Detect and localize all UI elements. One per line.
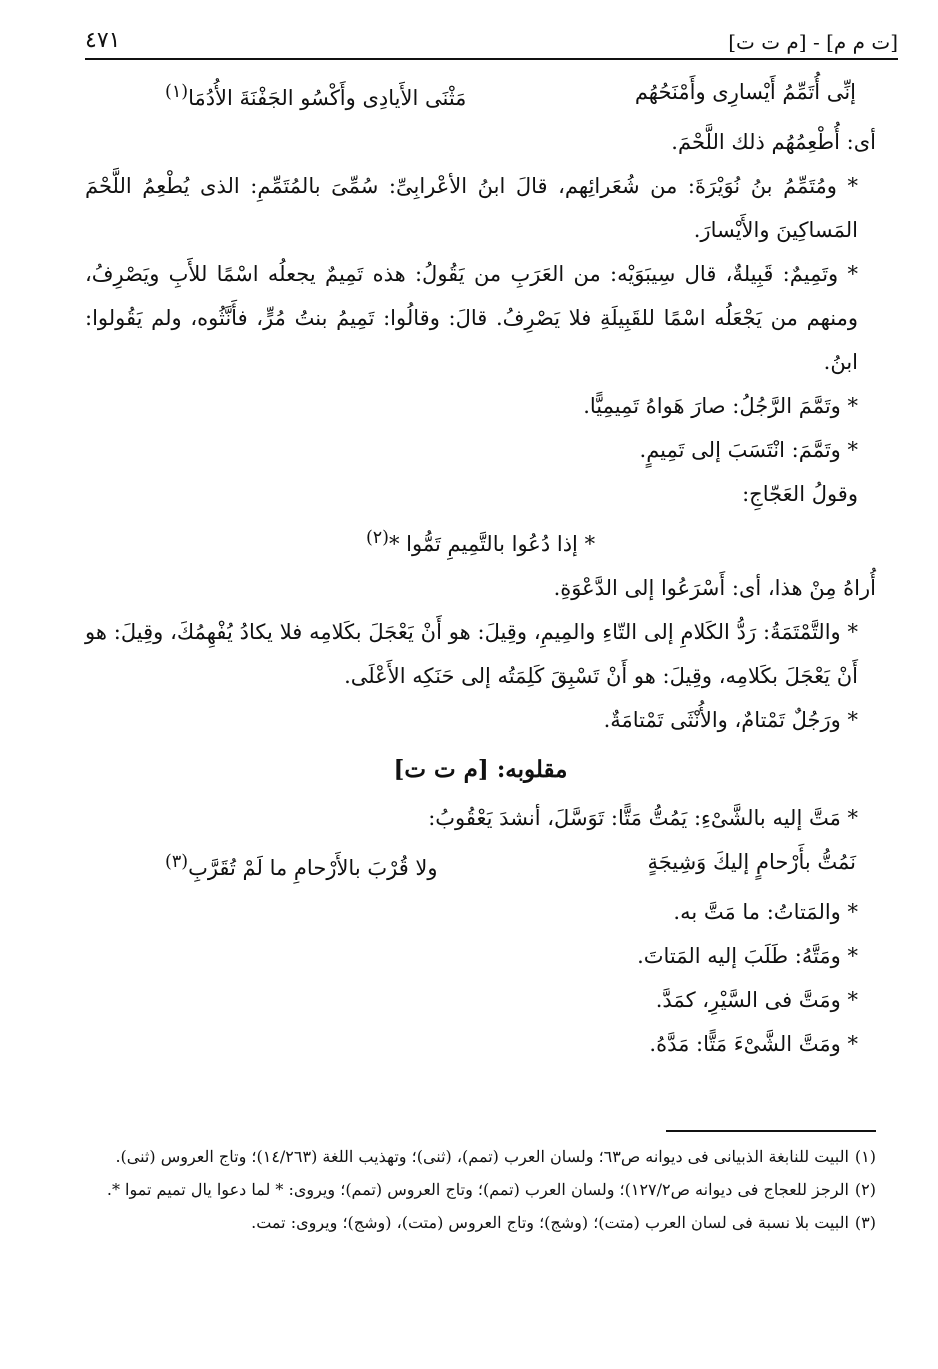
paragraph-14: * ومَتَّ الشَّىْءَ مَتًّا: مَدَّهُ.	[649, 1032, 858, 1056]
footnote-2-number: (٢)	[854, 1180, 876, 1199]
subheading: مقلوبه: [م ت ت]	[393, 756, 568, 783]
verse-line-2	[85, 516, 876, 566]
paragraph-4: * وتَمَّمَ الرَّجُلُ: صارَ هَواهُ تَمِيمِيًّا.	[583, 394, 858, 418]
verse-1-first-hemistich: إنِّى أُتَمِّمُ أَيْسارِى وأَمْنَحُهُم	[634, 80, 856, 104]
page-header	[85, 22, 898, 58]
footnote-2	[85, 1175, 876, 1204]
paragraph-10: * مَتَّ إليه بالشَّىْءِ: يَمُتُّ مَتًّا: تَوَسَّلَ، أنشدَ يَعْقُوبُ:	[428, 806, 858, 830]
footnote-1	[85, 1142, 876, 1171]
footnote-rule	[666, 1130, 876, 1132]
paragraph-12: * ومَتَّهُ: طَلَبَ إليه المَتاتَ.	[637, 944, 858, 968]
footnotes	[85, 1142, 876, 1241]
footnote-3-text: البيت بلا نسبة فى لسان العرب (متت)؛ (وشج)؛ وتاج العروس (متت)، (وشج)؛ ويروى: تمت.	[251, 1213, 849, 1232]
page-number: ٤٧١	[85, 28, 121, 53]
footnote-marker-2: (٢)	[365, 528, 389, 548]
footnote-3	[85, 1208, 876, 1237]
verse-3-first-hemistich: نَمُتُّ بأَرْحامٍ إليكَ وَشِيجَةٍ	[647, 850, 856, 874]
verse-couplet-3	[85, 840, 876, 890]
footnote-2-text: الرجز للعجاج فى ديوانه ص١٢٧/٢)؛ ولسان العرب (تمم)؛ وتاج العروس (تمم)؛ ويروى: * لما دعوا يال تميم تموا *.	[106, 1180, 849, 1199]
paragraph-13: * ومَتَّ فى السَّيْرِ، كمَدَّ.	[655, 988, 858, 1012]
footnote-3-number: (٣)	[854, 1213, 876, 1232]
paragraph-8: * والتَّمْتَمَةُ: رَدُّ الكَلامِ إلى التّاءِ والمِيمِ، وقِيلَ: هو أَنْ يَعْجَلَ بكَلامِه فلا يكادُ يُفْهِمُكَ، وقِيلَ: هو أَنْ يَعْجَلَ بكَلامِه، وقِيلَ: هو أَنْ تَسْبِقَ كَلِمَتُه إلى حَنَكِه الأَعْلَى.	[85, 620, 858, 688]
section-label: [ت م م] - [م ت ت]	[728, 30, 898, 54]
paragraph-9: * ورَجُلٌ تَمْتامٌ، والأُنْثَى تَمْتامَةٌ.	[603, 708, 858, 732]
verse-3-second-hemistich: ولا قُرْبَ بالأَرْحامِ ما لَمْ تُقَرَّبِ	[188, 856, 438, 880]
verse-1-second-hemistich: مَثْنَى الأَيادِى وأَكْسُو الجَفْنَةَ الأُدُمَا	[188, 86, 467, 110]
footnote-marker-1: (١)	[165, 82, 189, 102]
footnote-1-number: (١)	[854, 1147, 876, 1166]
main-text	[85, 70, 876, 1066]
footnote-1-text: البيت للنابغة الذبيانى فى ديوانه ص٦٣؛ ولسان العرب (تمم)، (ثنى)؛ وتهذيب اللغة (١٤/٢٦٣)؛ وتاج العروس (ثنى).	[115, 1147, 849, 1166]
paragraph-11: * والمَتاتُ: ما مَتَّ به.	[673, 900, 858, 924]
verse-couplet-1	[85, 70, 876, 120]
paragraph-2: * ومُتَمِّمُ بنُ نُوَيْرَةَ: من شُعَرائِهم، قالَ ابنُ الأعْرابِىِّ: سُمِّىَ بالمُتَمِّمِ: الذى يُطْعِمُ اللَّحْمَ المَساكِينَ والأَيْسارَ.	[85, 174, 858, 242]
paragraph-7: أُراهُ مِنْ هذا، أى: أَسْرَعُوا إلى الدَّعْوَةِ.	[553, 576, 876, 600]
footnote-marker-3: (٣)	[165, 852, 189, 872]
paragraph-5: * وتَمَّمَ: انْتَسَبَ إلى تَمِيمٍ.	[639, 438, 858, 462]
verse-2-text: * إذا دُعُوا بالتَّمِيمِ تَمُّوا *	[389, 532, 596, 556]
paragraph-6: وقولُ العَجّاجِ:	[742, 482, 858, 506]
paragraph-1: أى: أُطْعِمُهُم ذلك اللَّحْمَ.	[671, 130, 876, 154]
paragraph-3: * وتَمِيمٌ: قَبِيلةٌ، قال سِيبَوَيْه: من العَرَبِ من يَقُولُ: هذه تَمِيمٌ يجعلُه اسْمًا للأَبِ ويَصْرِفُ، ومنهم من يَجْعَلُه اسْمًا للقَبِيلَةِ فلا يَصْرِفُ. قالَ: وقالُوا: تَمِيمُ بنتُ مُرٍّ، فأَنَّثُوه، ولم يَقُولوا: ابنُ.	[85, 262, 858, 374]
header-rule	[85, 58, 898, 60]
